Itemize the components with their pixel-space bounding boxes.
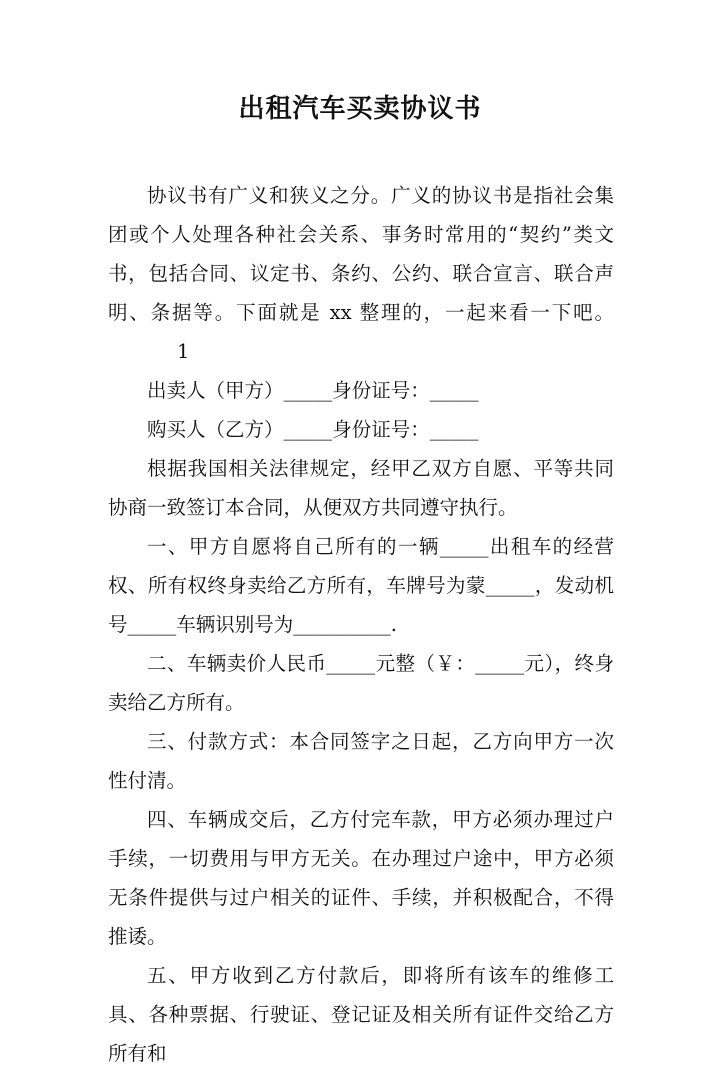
clause-1: 一、甲方自愿将自己所有的一辆_____出租车的经营权、所有权终身卖给乙方所有，车牌号为蒙_____，发动机号_____车辆识别号为__________.: [108, 535, 614, 636]
clause-5: 五、甲方收到乙方付款后，即将所有该车的维修工具、各种票据、行驶证、登记证及相关所有证件交给乙方所有和: [108, 964, 614, 1065]
intro-paragraph: [108, 176, 614, 371]
buyer-line: 购买人（乙方）_____身份证号：_____: [147, 418, 479, 441]
document-title: 出租汽车买卖协议书: [238, 94, 482, 124]
clause-2: 二、车辆卖价人民币_____元整（￥：_____元），终身卖给乙方所有。: [108, 652, 614, 714]
clause-4: 四、车辆成交后，乙方付完车款，甲方必须办理过户手续，一切费用与甲方无关。在办理过户途中，甲方必须无条件提供与过户相关的证件、手续，并积极配合，不得推诿。: [108, 808, 614, 948]
intro-text: 协议书有广义和狭义之分。广义的协议书是指社会集团或个人处理各种社会关系、事务时常用的“契约”类文书，包括合同、议定书、条约、公约、联合宣言、联合声明、条据等。下面就是 xx 整理的，一起来看一下吧。: [108, 184, 614, 324]
seller-line: 出卖人（甲方）_____身份证号：_____: [147, 379, 479, 402]
clause-3: 三、付款方式：本合同签字之日起，乙方向甲方一次性付清。: [108, 730, 614, 792]
preamble-paragraph: 根据我国相关法律规定，经甲乙双方自愿、平等共同协商一致签订本合同，从便双方共同遵守执行。: [108, 457, 614, 519]
document-body: [108, 176, 614, 1073]
intro-number: 1: [177, 340, 190, 363]
